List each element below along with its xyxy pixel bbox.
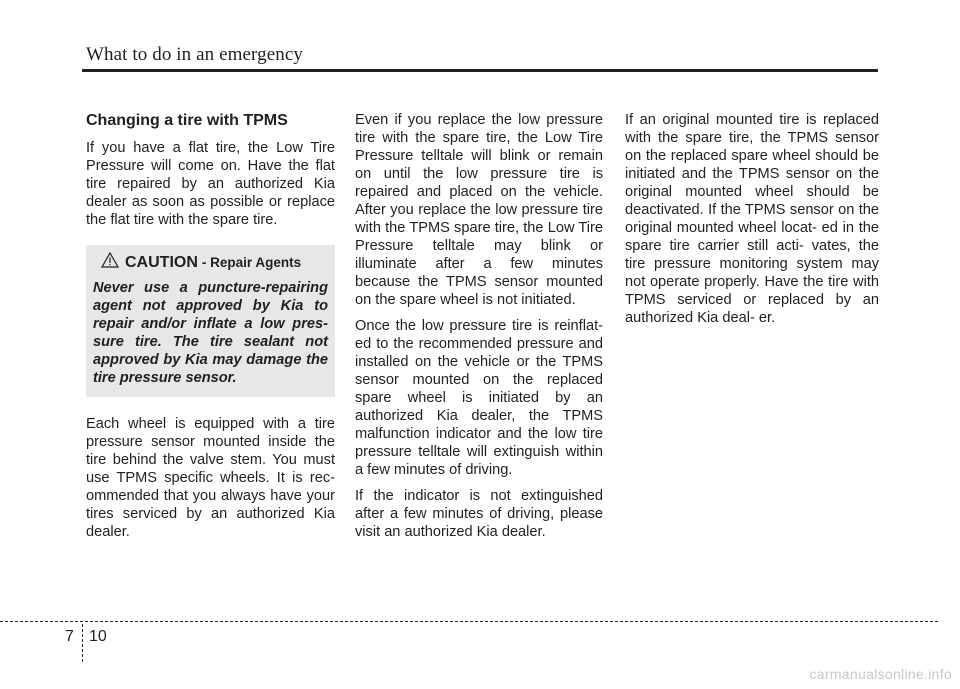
warning-triangle-icon [101, 252, 125, 273]
section-heading: Changing a tire with TPMS [86, 112, 288, 129]
paragraph: Each wheel is equipped with a tire pressure sensor mounted inside the tire behind the valve stem. You must use TPMS specific wheels. It is rec- ommended that you always have your tires serviced by an authorized Kia dealer. [86, 416, 335, 540]
caution-header [101, 252, 328, 273]
column-3 [625, 111, 879, 335]
page-number: 10 [89, 628, 107, 645]
caution-text: Never use a puncture-repairing agent not approved by Kia to repair and/or inflate a low pres- sure tire. The tire sealant not approved by Kia may damage the tire pressure sensor. [93, 280, 328, 386]
chapter-number: 7 [65, 628, 74, 645]
paragraph: Once the low pressure tire is reinflat- ed to the recommended pressure and installed on the vehicle or the TPMS sensor mounted on the replaced spare wheel is initiated by an authorized Kia dealer, the TPMS malfunction indicator and the low tire pressure telltale will extinguish within a few minutes of driving. [355, 318, 603, 478]
header-rule [82, 69, 878, 72]
column-2 [355, 111, 603, 549]
caution-label: CAUTION [125, 253, 198, 271]
paragraph: If an original mounted tire is replaced with the spare tire, the TPMS sensor on the replaced spare wheel should be initiated and the TPMS sensor on the original mounted wheel should be deactivated. If the TPMS sensor on the original mounted wheel locat- ed in the spare tire carrier still acti- vates, the tire pressure monitoring system may not operate properly. Have the tire with TPMS serviced or replaced by an authorized Kia deal- er. [625, 112, 879, 326]
paragraph: If you have a flat tire, the Low Tire Pressure will come on. Have the flat tire repaired by an authorized Kia dealer as soon as possible or replace the flat tire with the spare tire. [86, 140, 335, 228]
caution-subtitle: - Repair Agents [201, 254, 302, 270]
footer-rule [0, 621, 938, 622]
paragraph: If the indicator is not extinguished after a few minutes of driving, please visit an authorized Kia dealer. [355, 488, 603, 540]
paragraph: Even if you replace the low pressure tire with the spare tire, the Low Tire Pressure telltale will blink or remain on until the low pressure tire is repaired and placed on the vehicle. After you replace the low pressure tire with the TPMS spare tire, the Low Tire Pressure telltale may blink or illuminate after a few minutes because the TPMS sensor mounted on the spare wheel is not initiated. [355, 112, 603, 308]
watermark: carmanualsonline.info [809, 666, 952, 682]
section-header-title: What to do in an emergency [86, 44, 303, 65]
column-1 [86, 112, 335, 549]
caution-box [86, 245, 335, 397]
footer-separator [82, 624, 83, 662]
